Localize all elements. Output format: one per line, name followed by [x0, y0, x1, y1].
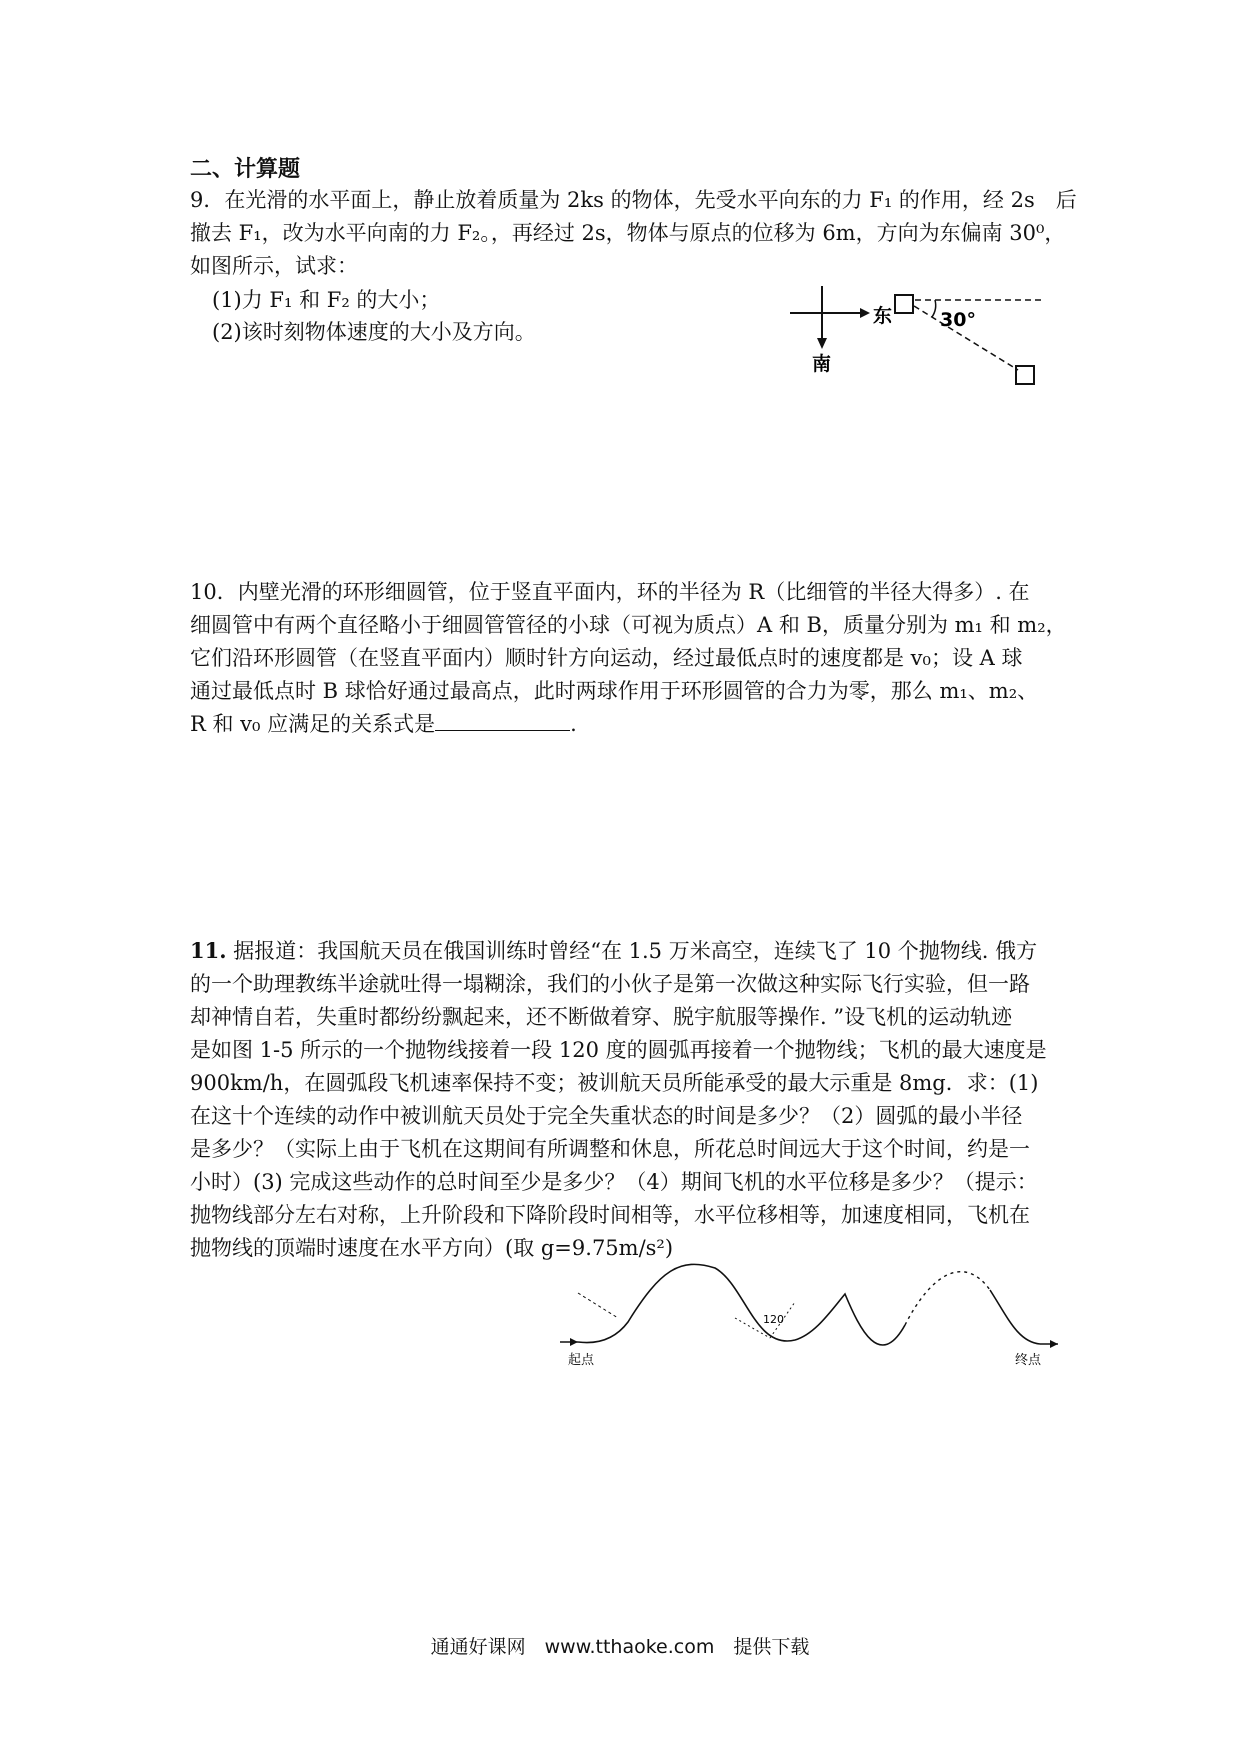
q10-last-line	[190, 708, 1060, 741]
section-title: 二、计算题	[190, 157, 301, 182]
q11-line: 900km/h，在圆弧段飞机速率保持不变；被训航天员所能承受的最大示重是 8mg．求：(1)	[190, 1071, 1039, 1095]
q9-line: 9．在光滑的水平面上，静止放着质量为 2ks 的物体，先受水平向东的力 F₁ 的作用，经 2s 后	[190, 188, 1077, 212]
start-label: 起点	[568, 1353, 595, 1368]
q11-flight-path-figure	[560, 1260, 1060, 1370]
page-footer: 通通好课网 www.tthaoke.com 提供下载	[430, 1636, 810, 1658]
q11-line: 抛物线的顶端时速度在水平方向）(取 g=9.75m/s²)	[190, 1236, 674, 1260]
q9-line: 如图所示，试求：	[190, 254, 358, 278]
q11-line: 据报道：我国航天员在俄国训练时曾经“在 1.5 万米高空，连续飞了 10 个抛物线. 俄方	[226, 939, 1038, 963]
question-11-text	[190, 934, 1060, 1265]
flight-path-line	[578, 1264, 1040, 1345]
q11-line: 是多少？（实际上由于飞机在这期间有所调整和休息，所花总时间远大于这个时间，约是一	[190, 1137, 1030, 1161]
south-arrow-icon	[817, 338, 827, 349]
question-10-text	[190, 576, 1067, 741]
start-arrow-icon	[570, 1338, 578, 1346]
q11-number: 11.	[190, 938, 227, 963]
tangent-line	[578, 1293, 618, 1318]
q11-line: 的一个助理教练半途就吐得一塌糊涂，我们的小伙子是第一次做这种实际飞行实验，但一路	[190, 972, 1030, 996]
angle-label: 30°	[940, 309, 976, 331]
end-box	[1016, 366, 1034, 384]
end-arrow-icon	[1050, 1340, 1058, 1348]
east-label: 东	[873, 305, 893, 327]
question-9-text	[190, 184, 1077, 283]
dashed-parabola	[905, 1272, 990, 1325]
q11-line: 是如图 1-5 所示的一个抛物线接着一段 120 度的圆弧再接着一个抛物线；飞机的最大速度是	[190, 1038, 1047, 1062]
q9-line: 撤去 F₁，改为水平向南的力 F₂。，再经过 2s，物体与原点的位移为 6m，方向为东偏南 30⁰，	[190, 221, 1066, 245]
q11-line: 却神情自若，失重时都纷纷飘起来，还不断做着穿、脱宇航服等操作. ”设飞机的运动轨迹	[190, 1005, 1013, 1029]
q11-line: 小时）(3) 完成这些动作的总时间至少是多少？（4）期间飞机的水平位移是多少？（提示：	[190, 1170, 1038, 1194]
q11-line: 抛物线部分左右对称，上升阶段和下降阶段时间相等，水平位移相等，加速度相同，飞机在	[190, 1203, 1030, 1227]
q10-line: 细圆管中有两个直径略小于细圆管管径的小球（可视为质点）A 和 B，质量分别为 m₁ 和 m₂，	[190, 613, 1067, 637]
q9-item-2: (2)该时刻物体速度的大小及方向。	[212, 320, 536, 344]
q9-displacement-figure	[790, 270, 1060, 400]
angle-arc	[932, 300, 936, 317]
q10-end: .	[570, 712, 577, 736]
q10-line: 通过最低点时 B 球恰好通过最高点，此时两球作用于环形圆管的合力为零，那么 m₁、m₂、	[190, 679, 1039, 703]
q10-line: R 和 v₀ 应满足的关系式是	[190, 712, 436, 736]
end-label: 终点	[1015, 1353, 1042, 1368]
start-box	[895, 295, 913, 313]
q10-line: 它们沿环形圆管（在竖直平面内）顺时针方向运动，经过最低点时的速度都是 v₀；设 A 球	[190, 646, 1023, 670]
arc-angle-label: 120	[763, 1313, 784, 1326]
south-label: 南	[812, 353, 832, 375]
q11-line: 在这十个连续的动作中被训航天员处于完全失重状态的时间是多少？（2）圆弧的最小半径	[190, 1104, 1023, 1128]
answer-blank[interactable]	[435, 710, 570, 731]
q9-item-1: (1)力 F₁ 和 F₂ 的大小；	[212, 288, 441, 312]
east-arrow-icon	[860, 308, 870, 318]
q11-first-line	[190, 934, 1060, 968]
q10-line: 10．内壁光滑的环形细圆管，位于竖直平面内，环的半径为 R（比细管的半径大得多）. 在	[190, 580, 1030, 604]
